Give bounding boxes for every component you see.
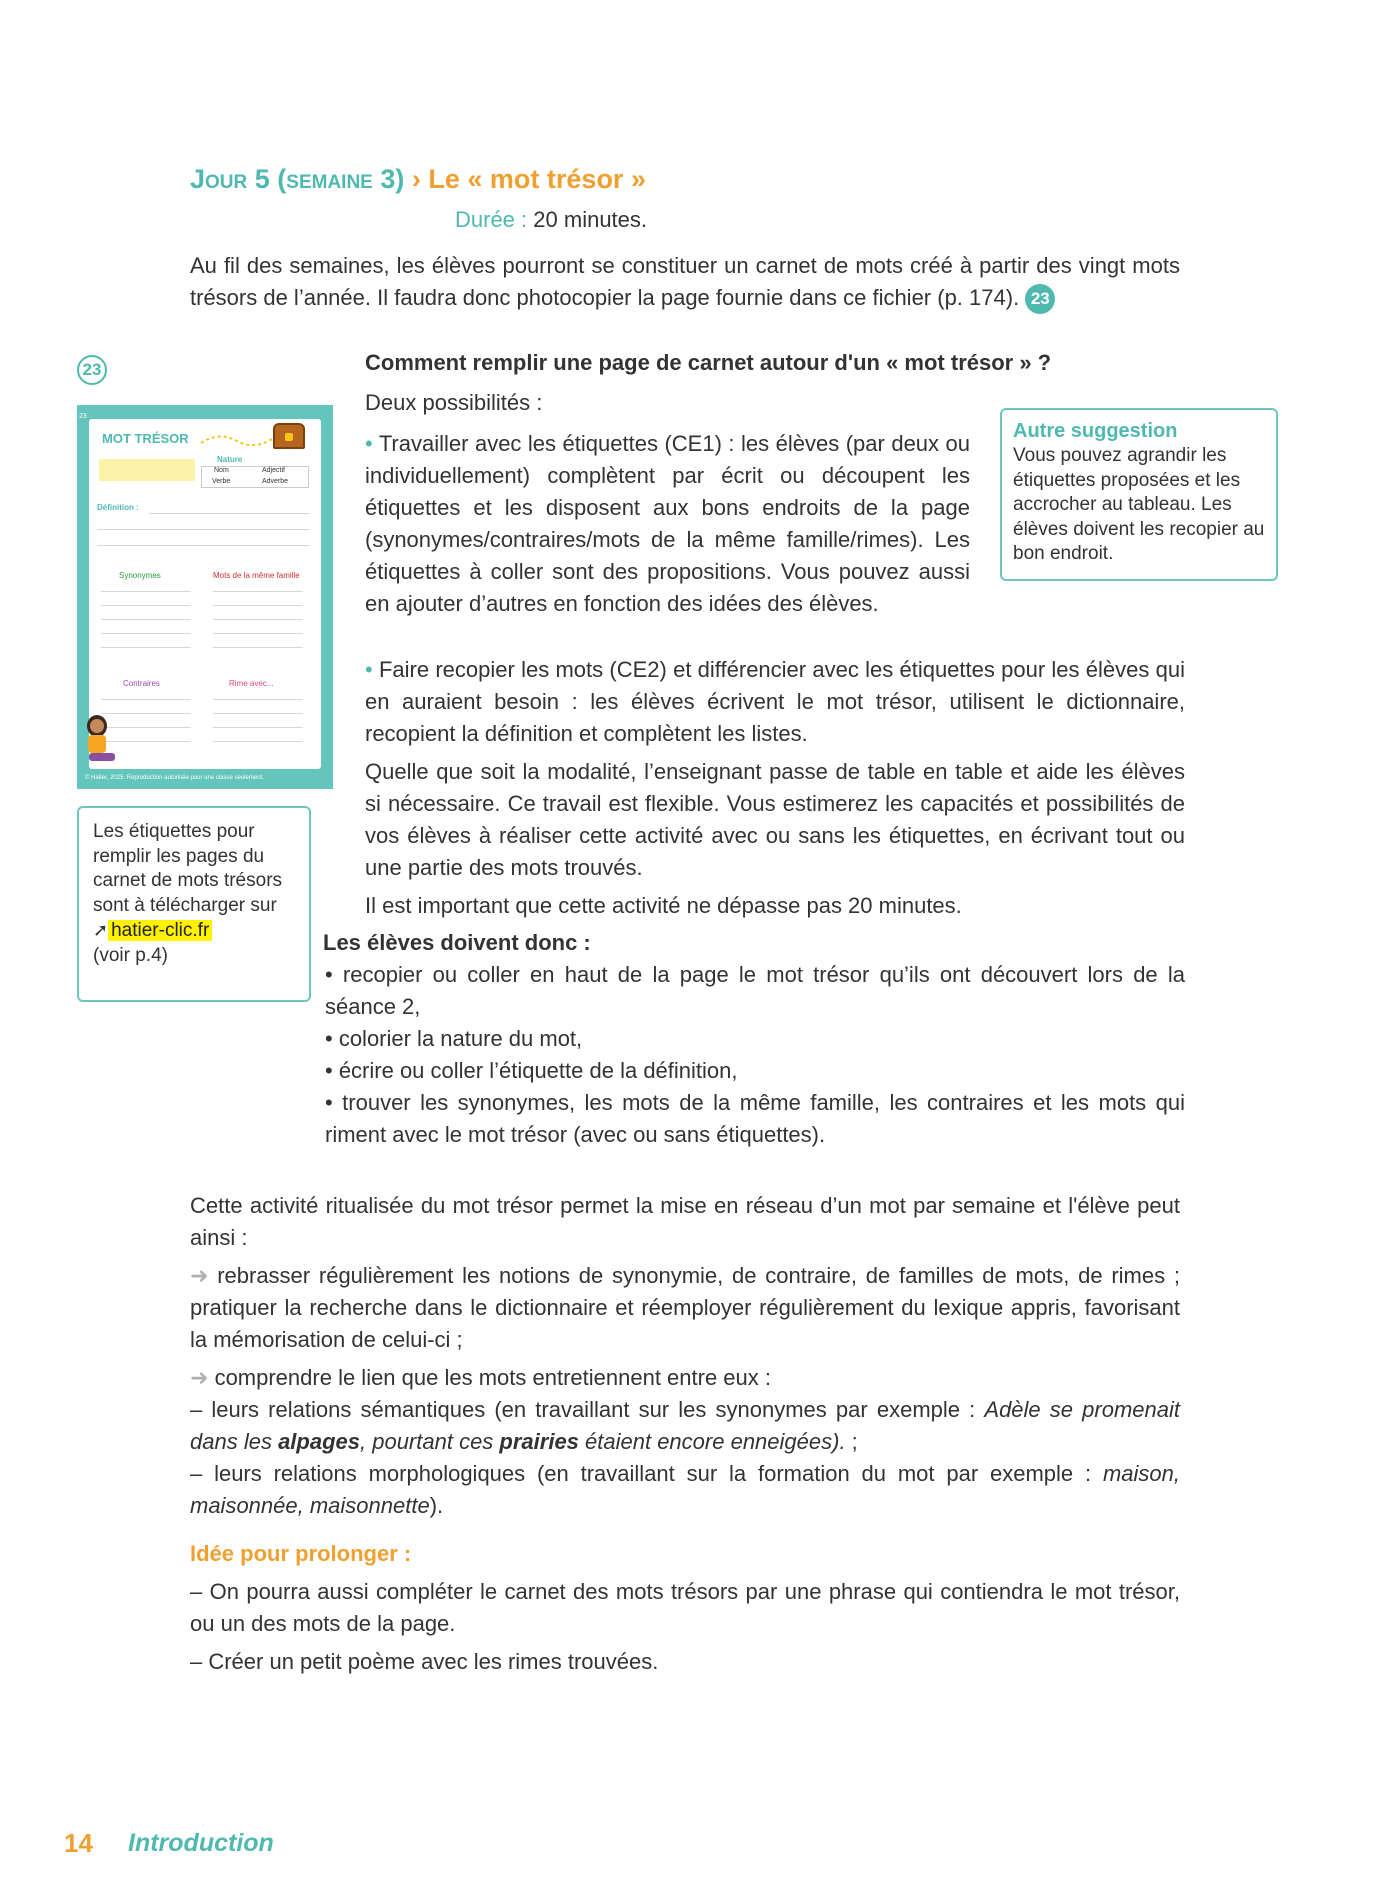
arrow-right-icon: ➜: [190, 1263, 209, 1288]
definition-label: Définition :: [97, 503, 139, 512]
ritual-intro: Cette activité ritualisée du mot trésor permet la mise en réseau d’un mot par semaine et l'élève peut ainsi :: [190, 1193, 1180, 1250]
prolong-title: Idée pour prolonger :: [190, 1541, 412, 1566]
section-name: Introduction: [128, 1829, 274, 1857]
ritual-point-1: ➜ rebrasser régulièrement les notions de synonymie, de contraire, de familles de mots, de rimes ; pratiquer la recherche dans le dictionnaire et réemployer régulièrement du lexique appris, favorisant la mémorisation de celui-ci ;: [190, 1263, 1180, 1352]
intro-paragraph: Au fil des semaines, les élèves pourront se constituer un carnet de mots créé à partir des vingt mots trésors de l’année. Il faudra donc photocopier la page fournie dans ce fichier (p. 174). 23: [190, 250, 1180, 314]
students-item-3: • écrire ou coller l’étiquette de la définition,: [325, 1058, 738, 1083]
duration-note: Il est important que cette activité ne dépasse pas 20 minutes.: [365, 893, 962, 918]
intro-block: [190, 250, 1180, 314]
week-label: (semaine 3): [277, 164, 405, 194]
ritual-point-2: ➜ comprendre le lien que les mots entretiennent entre eux :: [190, 1365, 771, 1390]
prolong-list: [190, 1576, 1180, 1678]
download-note-box: [77, 806, 311, 1002]
duration-label: Durée :: [455, 207, 528, 232]
nature-grid: Nom Adjectif Verbe Adverbe: [201, 466, 309, 488]
how-to-intro: Deux possibilités :: [365, 390, 543, 415]
dotted-path-icon: [199, 429, 279, 449]
modality-block: [365, 756, 1185, 884]
how-to-title: Comment remplir une page de carnet autour d'un « mot trésor » ?: [365, 350, 1052, 375]
students-title: Les élèves doivent donc :: [323, 930, 591, 955]
thumbnail-title: MOT TRÉSOR: [102, 431, 189, 446]
suggestion-title: Autre suggestion: [1013, 420, 1178, 442]
duration: [455, 207, 647, 233]
prolong-item-2: – Créer un petit poème avec les rimes trouvées.: [190, 1649, 659, 1674]
treasure-chest-icon: [273, 423, 305, 449]
suggestion-text: Vous pouvez agrandir les étiquettes proposées et les accrocher au tableau. Les élèves doivent les recopier au bon endroit.: [1013, 445, 1265, 564]
cursor-arrow-icon: ➚: [93, 920, 109, 941]
thumbnail-paper: [89, 419, 321, 769]
nature-label: Nature: [217, 455, 243, 464]
contraires-label: Contraires: [123, 679, 160, 688]
option-2-block: [365, 654, 1185, 750]
download-note-suffix: (voir p.4): [93, 944, 168, 966]
modality-paragraph: Quelle que soit la modalité, l’enseignant passe de table en table et aide les élèves si nécessaire. Ce travail est flexible. Vous estimerez les capacités et possibilités de vos élèves à réaliser cette activité avec ou sans les étiquettes, en écrivant tout ou une partie des mots trouvés.: [365, 759, 1185, 880]
ritual-section: [190, 1190, 1180, 1522]
morphological-relations: – leurs relations morphologiques (en travaillant sur la formation du mot par exemple : maison, maisonnée, maisonnette).: [190, 1461, 1180, 1518]
page-heading: [190, 164, 646, 195]
hatier-clic-link[interactable]: hatier-clic.fr: [108, 920, 212, 941]
day-label: Jour 5: [190, 164, 270, 194]
thumbnail-footer: © Hatier, 2025. Reproduction autorisée pour une classe seulement.: [85, 775, 264, 781]
page-number: 14: [64, 1828, 93, 1858]
students-item-4: • trouver les synonymes, les mots de la même famille, les contraires et les mots qui riment avec le mot trésor (avec ou sans étiquettes).: [325, 1090, 1185, 1147]
thumbnail-side-tag: 23: [79, 413, 87, 420]
girl-illustration-icon: [77, 713, 117, 769]
duration-value: 20 minutes.: [533, 207, 648, 232]
suggestion-box: [1000, 408, 1278, 581]
option-2: • Faire recopier les mots (CE2) et différencier avec les étiquettes pour les élèves qui en auraient besoin : les élèves écrivent le mot trésor, utilisent le dictionnaire, recopient la définition et complètent les listes.: [365, 657, 1185, 746]
students-item-2: • colorier la nature du mot,: [325, 1026, 583, 1051]
prolong-item-1: – On pourra aussi compléter le carnet des mots trésors par une phrase qui contiendra le mot trésor, ou un des mots de la page.: [190, 1579, 1180, 1636]
option-1: • Travailler avec les étiquettes (CE1) : les élèves (par deux ou individuellement) complètent par écrit ou découpent les étiquettes et les disposent aux bons endroits de la page (synonymes/contraires/mots de la même famille/rimes). Les étiquettes à coller sont des propositions. Vous pouvez aussi en ajouter d’autres en fonction des idées des élèves.: [365, 431, 971, 616]
download-note-text: Les étiquettes pour remplir les pages du carnet de mots trésors sont à télécharger sur ➚ hatier-clic.fr (voir p.4): [93, 821, 283, 966]
option-1-block: [365, 428, 970, 620]
semantic-relations: – leurs relations sémantiques (en travaillant sur les synonymes par exemple : Adèle se promenait dans les alpages, pourtant ces prairies étaient encore enneigées). ;: [190, 1397, 1180, 1454]
mot-tresor-thumbnail: [77, 405, 333, 789]
word-field: [99, 459, 195, 481]
heading-separator: ›: [411, 164, 421, 194]
activity-title: Le « mot trésor »: [428, 164, 646, 194]
rime-label: Rime avec...: [229, 679, 274, 688]
famille-label: Mots de la même famille: [213, 571, 300, 580]
bullet-icon: •: [365, 431, 379, 456]
bullet-icon: •: [365, 657, 379, 682]
thumbnail-badge: 23: [77, 355, 107, 385]
synonymes-label: Synonymes: [119, 571, 161, 580]
students-item-1: • recopier ou coller en haut de la page le mot trésor qu’ils ont découvert lors de la séance 2,: [325, 962, 1185, 1019]
arrow-right-icon: ➜: [190, 1365, 209, 1390]
students-list: [325, 959, 1185, 1151]
ref-badge: 23: [1025, 284, 1055, 314]
